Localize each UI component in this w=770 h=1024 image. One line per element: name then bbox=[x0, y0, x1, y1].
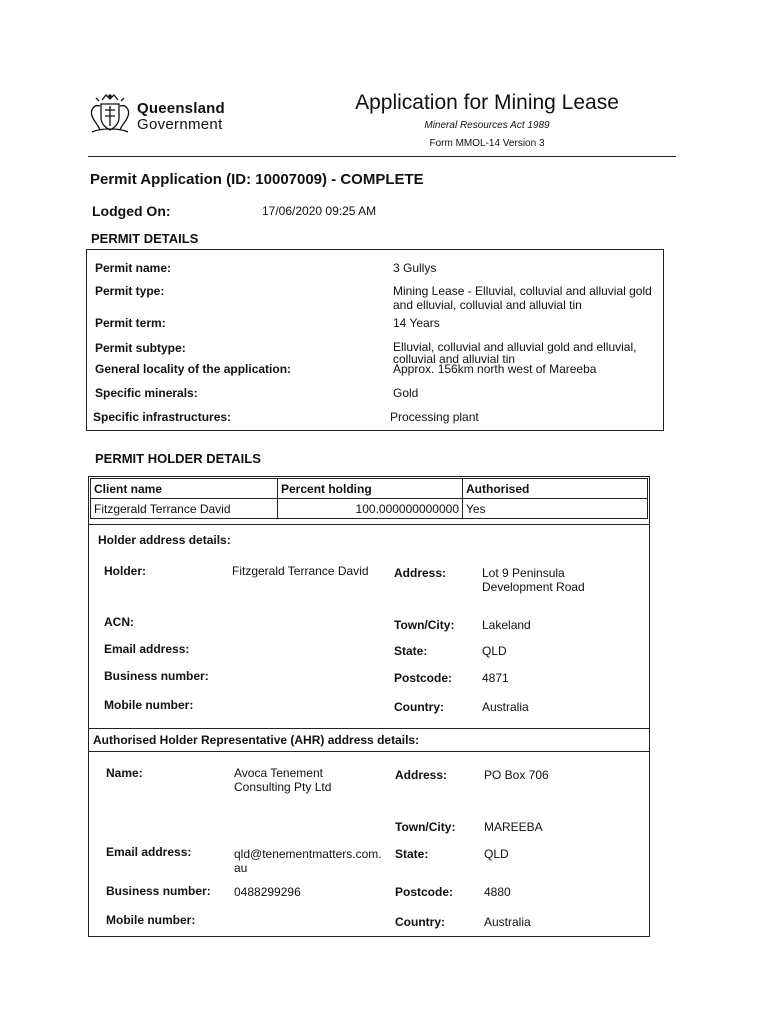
ahr-email-label: Email address: bbox=[106, 845, 192, 859]
permit-holder-details-title: PERMIT HOLDER DETAILS bbox=[95, 451, 261, 466]
general-locality-label: General locality of the application: bbox=[95, 362, 292, 376]
holder-state-value: QLD bbox=[482, 644, 507, 658]
table-bottom-divider bbox=[88, 524, 650, 525]
permit-subtype-label: Permit subtype: bbox=[95, 341, 186, 355]
column-header-percent-holding: Percent holding bbox=[278, 479, 463, 499]
ahr-business-number-value: 0488299296 bbox=[234, 885, 301, 899]
permit-name-value: 3 Gullys bbox=[393, 261, 437, 275]
logo-text-government: Government bbox=[137, 116, 223, 133]
permit-details-title: PERMIT DETAILS bbox=[91, 231, 199, 246]
lodged-on-value: 17/06/2020 09:25 AM bbox=[262, 204, 377, 218]
document-title: Application for Mining Lease bbox=[355, 91, 619, 114]
ahr-mobile-label: Mobile number: bbox=[106, 913, 196, 927]
ahr-name-label: Name: bbox=[106, 766, 143, 780]
lodged-on-label: Lodged On: bbox=[92, 203, 171, 219]
header-divider bbox=[88, 156, 676, 157]
column-header-authorised: Authorised bbox=[463, 479, 648, 499]
ahr-email-value: qld@tenementmatters.com.au bbox=[234, 847, 382, 875]
holder-postcode-label: Postcode: bbox=[394, 671, 453, 685]
specific-minerals-value: Gold bbox=[393, 386, 419, 400]
holder-mobile-label: Mobile number: bbox=[104, 698, 194, 712]
queensland-crest-icon bbox=[86, 92, 134, 138]
holder-address-label: Address: bbox=[394, 566, 447, 580]
ahr-country-value: Australia bbox=[484, 915, 531, 929]
ahr-state-label: State: bbox=[395, 847, 429, 861]
ahr-address-title: Authorised Holder Representative (AHR) address details: bbox=[93, 733, 420, 747]
holder-town-label: Town/City: bbox=[394, 618, 455, 632]
holder-town-value: Lakeland bbox=[482, 618, 531, 632]
permit-term-label: Permit term: bbox=[95, 316, 166, 330]
application-title: Permit Application (ID: 10007009) - COMPLETE bbox=[90, 171, 424, 188]
permit-type-value: Mining Lease - Elluvial, colluvial and alluvial gold and elluvial, colluvial and alluvial tin bbox=[393, 284, 652, 312]
holder-email-label: Email address: bbox=[104, 642, 190, 656]
holder-country-label: Country: bbox=[394, 700, 444, 714]
ahr-postcode-value: 4880 bbox=[484, 885, 511, 899]
ahr-town-value: MAREEBA bbox=[484, 820, 543, 834]
column-header-client-name: Client name bbox=[91, 479, 278, 499]
holder-label: Holder: bbox=[104, 564, 146, 578]
table-row bbox=[91, 499, 648, 519]
holder-address-value: Lot 9 Peninsula Development Road bbox=[482, 566, 585, 594]
holder-postcode-value: 4871 bbox=[482, 671, 509, 685]
holder-address-title: Holder address details: bbox=[98, 533, 231, 547]
ahr-country-label: Country: bbox=[395, 915, 445, 929]
ahr-title-divider bbox=[88, 751, 650, 752]
form-version: Form MMOL-14 Version 3 bbox=[429, 138, 545, 149]
ahr-business-number-label: Business number: bbox=[106, 884, 211, 898]
general-locality-value: Approx. 156km north west of Mareeba bbox=[393, 362, 597, 376]
holder-state-label: State: bbox=[394, 644, 428, 658]
ahr-name-value: Avoca Tenement Consulting Pty Ltd bbox=[234, 766, 332, 794]
permit-term-value: 14 Years bbox=[393, 316, 440, 330]
ahr-town-label: Town/City: bbox=[395, 820, 456, 834]
holder-value: Fitzgerald Terrance David bbox=[232, 564, 369, 578]
cell-authorised: Yes bbox=[463, 499, 648, 519]
table-header-row bbox=[91, 479, 648, 499]
permit-subtype-value: Elluvial, colluvial and alluvial gold and elluvial, colluvial and alluvial tin bbox=[393, 340, 637, 366]
holder-business-number-label: Business number: bbox=[104, 669, 209, 683]
ahr-address-label: Address: bbox=[395, 768, 448, 782]
logo-text-queensland: Queensland bbox=[137, 100, 225, 117]
holder-country-value: Australia bbox=[482, 700, 529, 714]
ahr-state-value: QLD bbox=[484, 847, 509, 861]
specific-minerals-label: Specific minerals: bbox=[95, 386, 198, 400]
ahr-postcode-label: Postcode: bbox=[395, 885, 454, 899]
cell-client-name: Fitzgerald Terrance David bbox=[91, 499, 278, 519]
permit-type-label: Permit type: bbox=[95, 284, 165, 298]
holder-acn-label: ACN: bbox=[104, 615, 134, 629]
ahr-address-value: PO Box 706 bbox=[484, 768, 549, 782]
client-table bbox=[90, 478, 648, 519]
cell-percent-holding: 100.000000000000 bbox=[278, 499, 463, 519]
specific-infrastructures-label: Specific infrastructures: bbox=[93, 410, 232, 424]
permit-name-label: Permit name: bbox=[95, 261, 172, 275]
ahr-top-divider bbox=[88, 728, 650, 729]
act-name: Mineral Resources Act 1989 bbox=[424, 120, 550, 131]
specific-infrastructures-value: Processing plant bbox=[390, 410, 479, 424]
